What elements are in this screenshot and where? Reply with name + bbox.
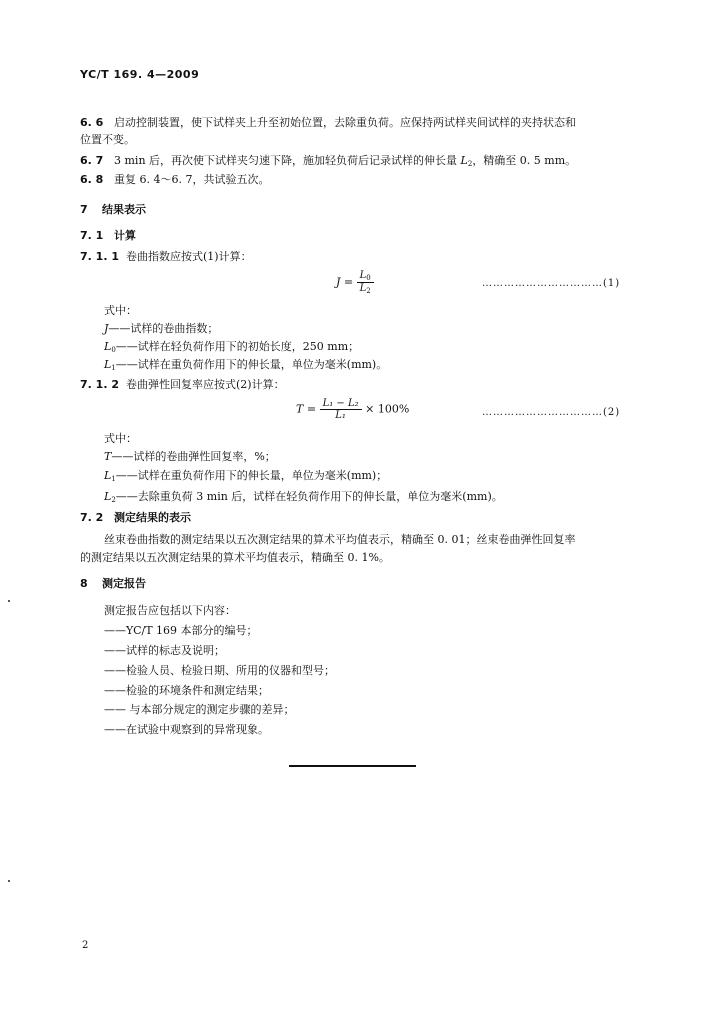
where-label-2: 式中： [104,432,137,445]
clause-6-8 [80,171,269,187]
numerator: L₁ − L₂ [320,398,362,410]
where-item: J——试样的卷曲指数； [104,322,219,335]
equation-number-2: ……………………………(2) [482,407,621,418]
where-item: T——试样的卷曲弹性回复率，%； [104,450,276,463]
where-item: $L_1——$试样在重负荷作用下的伸长量，单位为毫米(mm)； [104,469,388,483]
clause-7-1-1 [80,248,252,264]
scan-speck [8,600,10,602]
formula-lhs: J = [336,275,354,289]
clause-number: 7. 1. 2 [80,378,119,391]
report-item: ——检验人员、检验日期、所用的仪器和型号； [104,664,335,677]
section-7-heading [80,201,146,217]
section-number: 8 [80,577,88,590]
end-of-document-rule [289,765,416,767]
report-item: ——试样的标志及说明； [104,644,225,657]
clause-text-a: 3 min 后，再次使下试样夹匀速下降，施加轻负荷后记录试样的伸长量 [114,154,461,167]
section-7-2-heading [80,509,191,525]
report-item: ——检验的环境条件和测定结果； [104,684,269,697]
section-title: 计算 [114,229,136,242]
denominator: L₁ [335,410,346,421]
formula-lhs: T = [296,402,317,416]
clause-text-b: ，精确至 0. 5 mm。 [472,154,577,167]
formula-fraction [320,398,362,421]
variable-subscript: 2 [467,160,473,168]
equation-number-1: ……………………………(1) [482,278,621,289]
report-item: ——YC/T 169 本部分的编号； [104,624,258,637]
report-intro: 测定报告应包括以下内容： [104,604,236,617]
formula-2 [296,398,409,421]
where-item: $L_0——$试样在轻负荷作用下的初始长度，250 mm； [104,340,360,354]
clause-number: 6. 8 [80,173,104,186]
section-7-1-heading [80,227,136,243]
clause-number: 6. 6 [80,116,104,129]
section-number: 7 [80,203,88,216]
formula-fraction [357,270,374,295]
section-8-heading [80,575,146,591]
section-title: 测定报告 [102,577,146,590]
section-number: 7. 1 [80,229,104,242]
where-label-1: 式中： [104,304,137,317]
clause-number: 6. 7 [80,154,104,167]
clause-6-6-line1 [80,114,576,130]
clause-text: 启动控制装置，使下试样夹上升至初始位置，去除重负荷。应保持两试样夹间试样的夹持状态和 [114,116,576,129]
clause-7-2-line2: 的测定结果以五次测定结果的算术平均值表示，精确至 0. 1%。 [80,551,390,564]
section-number: 7. 2 [80,511,104,524]
section-title: 测定结果的表示 [114,511,191,524]
report-item: ——在试验中观察到的异常现象。 [104,723,269,736]
report-item: —— 与本部分规定的测定步骤的差异； [104,703,295,716]
numerator: $L_0$ [357,270,374,283]
clause-7-2-line1: 丝束卷曲指数的测定结果以五次测定结果的算术平均值表示，精确至 0. 01；丝束卷曲弹性回复率 [104,533,576,546]
clause-7-1-2 [80,376,285,392]
clause-text: 重复 6. 4～6. 7，共试验五次。 [114,173,270,186]
where-item: $L_1——$试样在重负荷作用下的伸长量，单位为毫米(mm)。 [104,358,388,372]
clause-text: 卷曲指数应按式(1)计算： [126,250,252,263]
standard-code-header: YC/T 169. 4—2009 [80,68,200,81]
clause-6-6-line2: 位置不变。 [80,133,135,146]
formula-1 [336,270,374,295]
clause-text: 卷曲弹性回复率应按式(2)计算： [126,378,285,391]
denominator: $L_2$ [359,283,371,295]
where-item: $L_2——$去除重负荷 3 min 后，试样在轻负荷作用下的伸长量，单位为毫米(mm)。 [104,490,503,504]
section-title: 结果表示 [102,203,146,216]
page-number: 2 [82,940,89,951]
clause-number: 7. 1. 1 [80,250,119,263]
scan-speck [8,880,10,882]
formula-rhs: × 100% [365,402,410,416]
clause-6-7 [80,152,576,168]
variable: L [460,154,468,167]
